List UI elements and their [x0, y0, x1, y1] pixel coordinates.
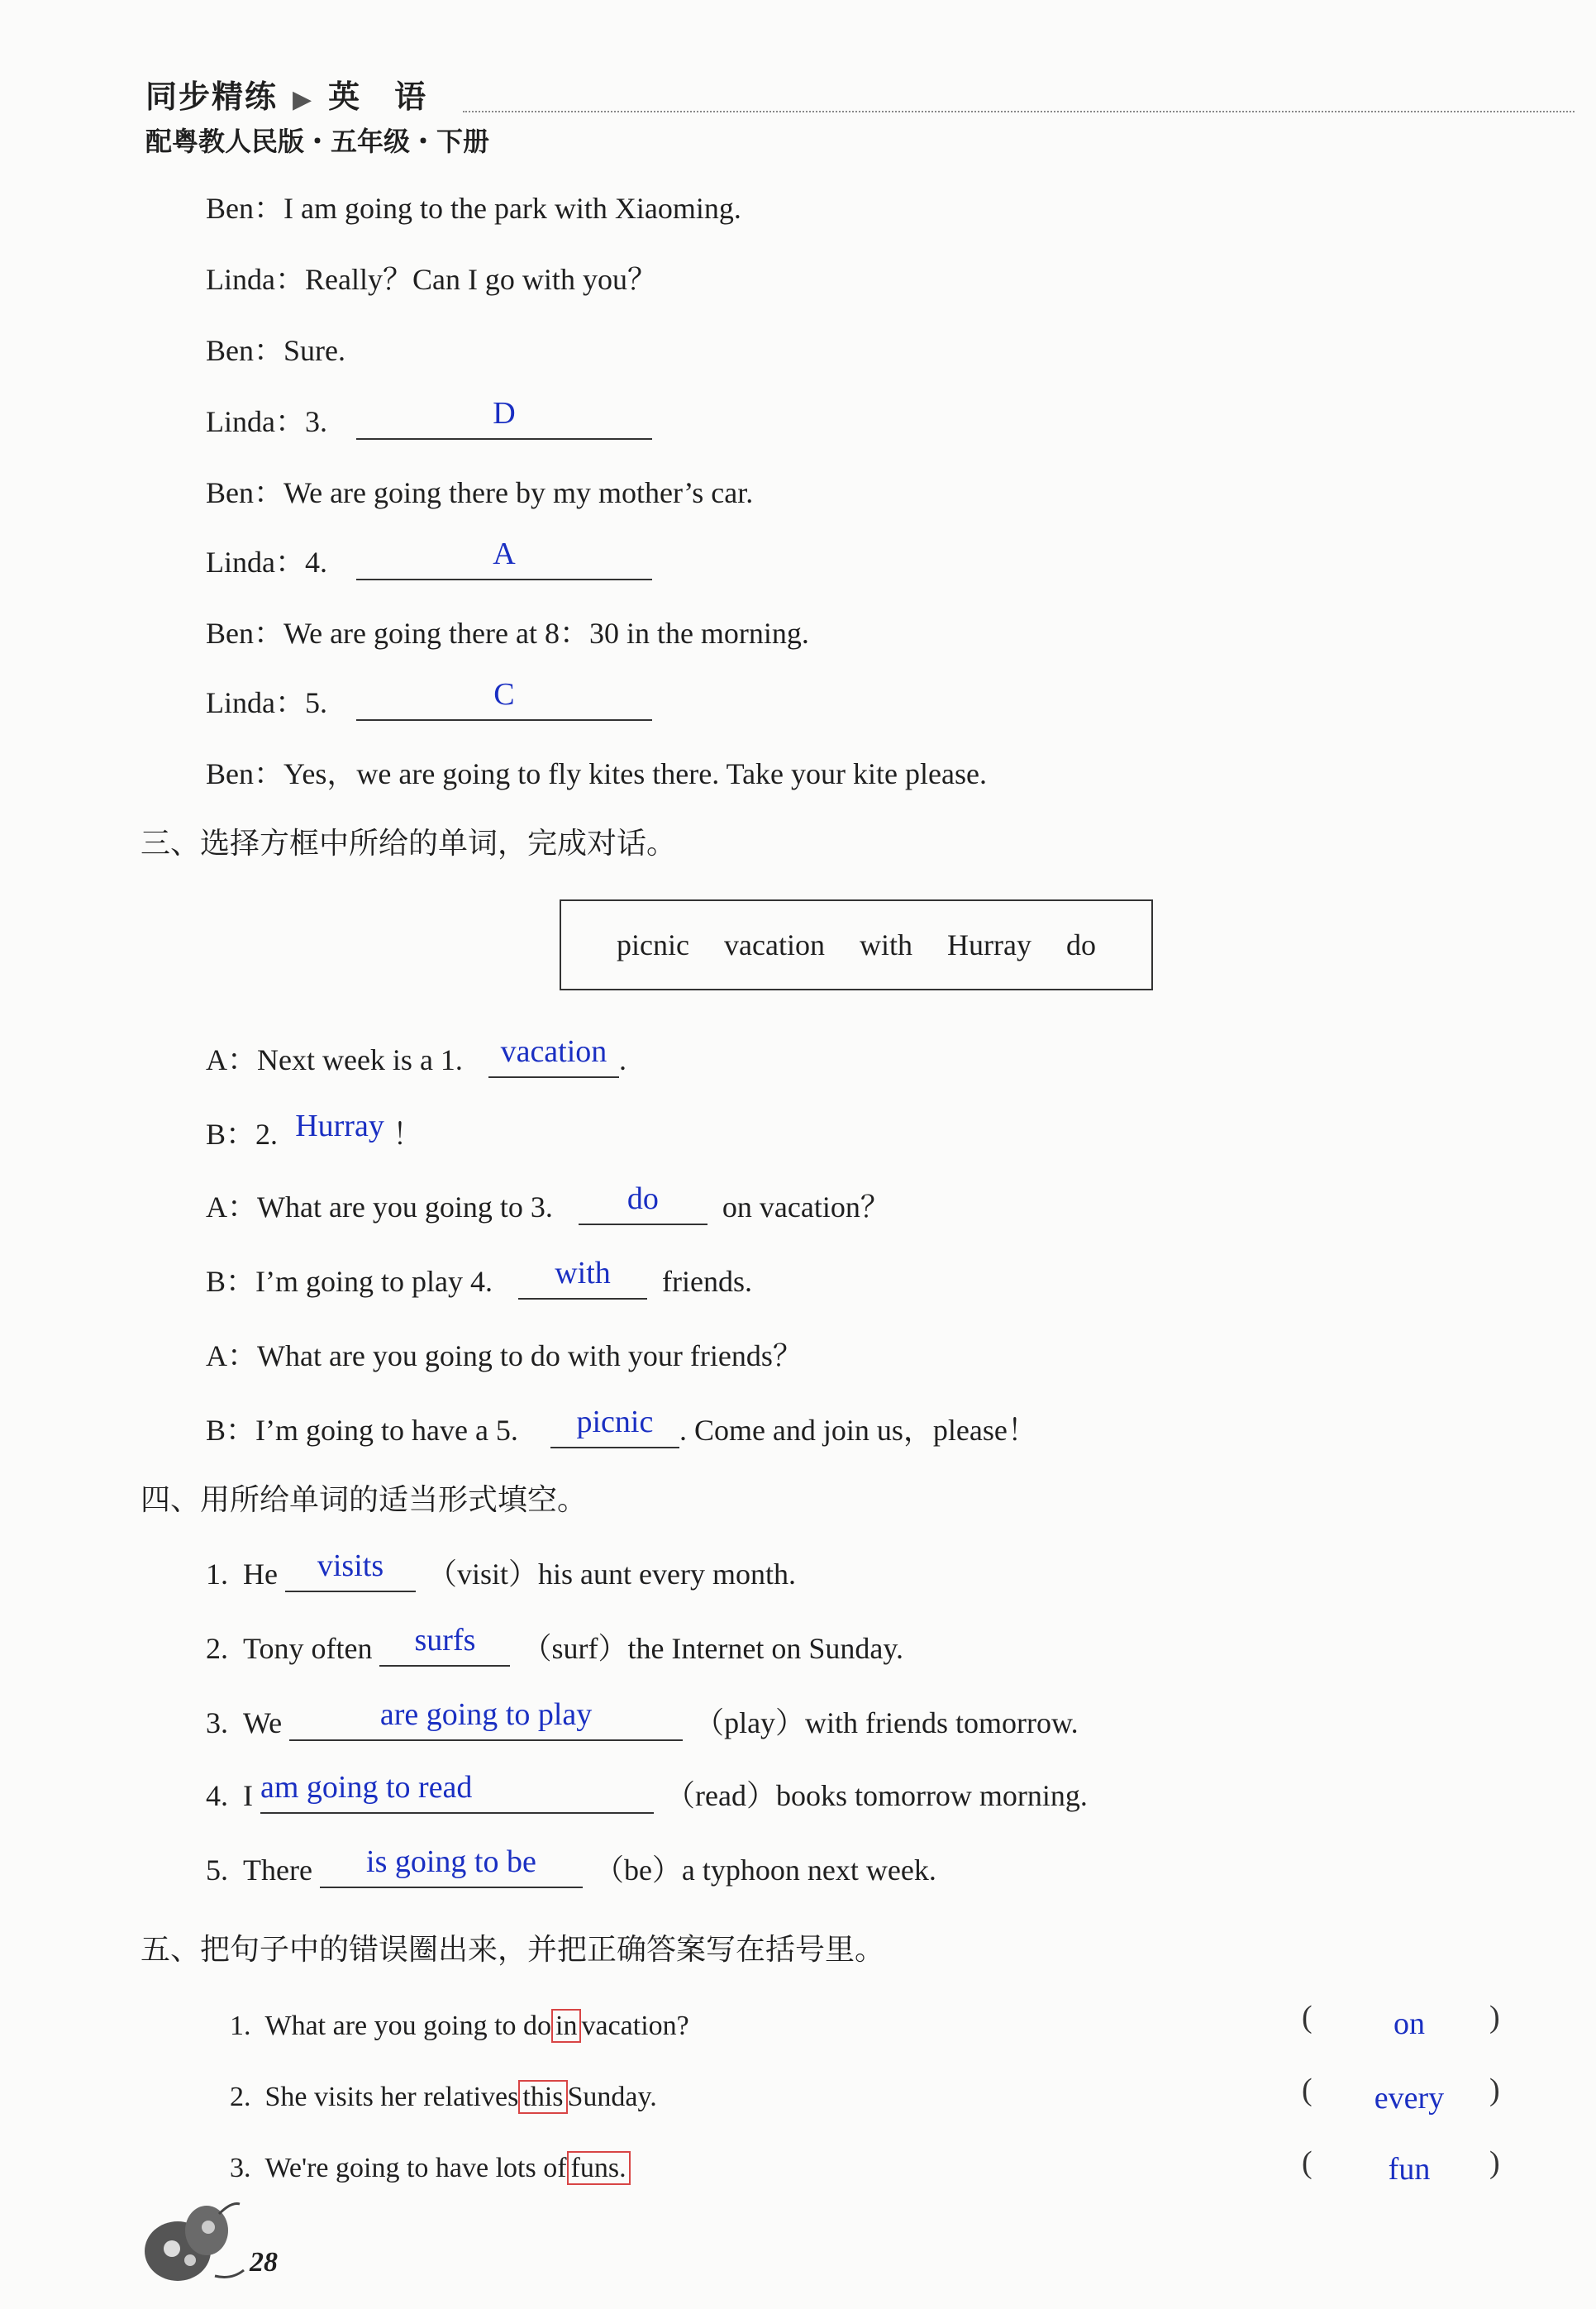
- answer-blank[interactable]: [356, 396, 652, 440]
- answer-blank[interactable]: [518, 1256, 647, 1300]
- item-number: 5.: [206, 1853, 228, 1887]
- item-text: （read）books tomorrow morning.: [665, 1779, 1088, 1812]
- s4-item-2: [206, 1625, 903, 1667]
- section3-title: 三、选择方框中所给的单词，完成对话。: [141, 827, 677, 861]
- s5-item-3: [230, 2153, 631, 2184]
- s3-line-4: [206, 1258, 752, 1300]
- circled-error[interactable]: in: [551, 2009, 581, 2043]
- s5-item-2: [230, 2082, 657, 2113]
- answer-blank[interactable]: [356, 537, 652, 580]
- header-divider: [463, 111, 1575, 112]
- s4-item-5: [206, 1844, 936, 1889]
- answer-text: D: [493, 396, 516, 431]
- dialogue-line-7: [206, 610, 809, 652]
- paren-close: ): [1489, 2145, 1500, 2180]
- dialogue-text: We are going there by my mother’s car.: [283, 476, 754, 509]
- item-text: （visit）his aunt every month.: [426, 1558, 796, 1591]
- edition-label: 配粤教人民版・五年级・下册: [145, 126, 490, 157]
- speaker: Linda：: [206, 405, 305, 438]
- s3-line-2: [206, 1111, 422, 1153]
- answer-blank[interactable]: [550, 1405, 679, 1448]
- answer-text: vacation: [500, 1034, 607, 1069]
- s3-line-3: [206, 1181, 890, 1226]
- line-text: What are you going to 3.: [257, 1190, 553, 1224]
- answer-text: am going to read: [260, 1770, 473, 1805]
- dialogue-line-8: [206, 677, 652, 722]
- line-text: .: [618, 1043, 626, 1076]
- speaker: A：: [206, 1339, 257, 1372]
- speaker: B：: [206, 1118, 256, 1151]
- speaker: Ben：: [206, 476, 283, 509]
- speaker: Ben：: [206, 334, 283, 367]
- item-text: （play）with friends tomorrow.: [694, 1706, 1079, 1739]
- line-text: I’m going to have a 5.: [255, 1414, 518, 1447]
- section4-title: 四、用所给单词的适当形式填空。: [141, 1483, 588, 1517]
- dialogue-line-6: [206, 539, 652, 581]
- dialogue-line-2: [206, 256, 657, 298]
- question-number: 3.: [304, 405, 327, 438]
- answer-text: A: [493, 537, 516, 571]
- word-bank-item: with: [859, 928, 912, 961]
- answer-blank[interactable]: [287, 1109, 393, 1151]
- answer-text: visits: [317, 1548, 384, 1583]
- s4-item-3: [206, 1697, 1079, 1742]
- dialogue-text: Sure.: [283, 334, 345, 367]
- item-number: 3.: [206, 1706, 228, 1739]
- answer-text: with: [555, 1256, 611, 1290]
- circled-error[interactable]: this: [518, 2080, 567, 2114]
- line-text: I’m going to play 4.: [255, 1265, 493, 1298]
- dialogue-line-9: [206, 751, 987, 793]
- s3-line-5: [206, 1333, 803, 1375]
- item-text: He: [243, 1558, 278, 1591]
- speaker: A：: [206, 1190, 257, 1224]
- answer-text: Hurray: [295, 1109, 384, 1143]
- item-text: There: [243, 1853, 312, 1887]
- answer-blank[interactable]: [379, 1623, 510, 1667]
- question-number: 4.: [304, 546, 327, 579]
- item-number: 4.: [206, 1779, 228, 1812]
- answer-text: are going to play: [379, 1697, 593, 1732]
- word-bank-item: vacation: [724, 928, 825, 961]
- s3-line-1: [206, 1034, 626, 1079]
- paren-close: ): [1489, 2000, 1500, 2035]
- item-text: What are you going to do: [264, 2011, 552, 2041]
- dialogue-text: We are going there at 8：30 in the morning.: [283, 617, 809, 650]
- speaker: A：: [206, 1043, 257, 1076]
- line-text: ！: [393, 1118, 423, 1151]
- item-text: vacation?: [581, 2011, 689, 2041]
- s4-item-4: [206, 1772, 1088, 1815]
- answer-text: C: [493, 677, 515, 712]
- answer-blank[interactable]: [320, 1844, 583, 1888]
- item-number: 2.: [230, 2082, 251, 2112]
- item-text: We're going to have lots of: [264, 2153, 567, 2183]
- speaker: Ben：: [206, 617, 283, 650]
- dialogue-line-3: [206, 327, 345, 370]
- item-number: 3.: [230, 2153, 251, 2183]
- paren-answer[interactable]: on: [1394, 2006, 1425, 2041]
- item-number: 1.: [206, 1558, 228, 1591]
- section5-title: 五、把句子中的错误圈出来，并把正确答案写在括号里。: [141, 1933, 885, 1967]
- question-number: 5.: [304, 686, 327, 719]
- speaker: B：: [206, 1265, 256, 1298]
- answer-text: surfs: [414, 1623, 476, 1658]
- answer-text: picnic: [576, 1405, 654, 1439]
- item-text: I: [243, 1779, 253, 1812]
- s3-line-6: [206, 1407, 1037, 1449]
- item-text: （surf）the Internet on Sunday.: [522, 1632, 904, 1665]
- item-text: We: [243, 1706, 283, 1739]
- answer-blank[interactable]: [579, 1181, 707, 1225]
- answer-text: is going to be: [366, 1844, 536, 1879]
- item-number: 1.: [230, 2011, 251, 2041]
- page-number: 28: [250, 2247, 278, 2278]
- word-bank-item: Hurray: [946, 928, 1031, 961]
- answer-blank[interactable]: [488, 1034, 619, 1078]
- paren-open: (: [1302, 2073, 1313, 2107]
- book-header: [145, 71, 427, 117]
- dialogue-line-5: [206, 470, 753, 512]
- word-bank-item: picnic: [617, 928, 690, 961]
- line-text: . Come and join us，please！: [679, 1414, 1037, 1447]
- line-text: on vacation？: [722, 1190, 890, 1224]
- answer-blank[interactable]: [260, 1770, 654, 1814]
- butterfly-decoration-icon: [141, 2197, 248, 2288]
- word-bank-item: do: [1065, 928, 1096, 961]
- paren-open: (: [1302, 2000, 1313, 2035]
- paren-open: (: [1302, 2145, 1313, 2180]
- speaker: Linda：: [206, 686, 305, 719]
- dialogue-text: Yes，we are going to fly kites there. Take your kite please.: [283, 757, 987, 790]
- dialogue-line-1: [206, 185, 741, 227]
- dialogue-line-4: [206, 398, 652, 441]
- subject-title: 英 语: [328, 79, 428, 115]
- line-text: 2.: [255, 1118, 279, 1151]
- s4-item-1: [206, 1548, 796, 1593]
- line-text: What are you going to do with your friends？: [257, 1339, 803, 1372]
- line-text: Next week is a 1.: [257, 1043, 463, 1076]
- speaker: B：: [206, 1414, 256, 1447]
- paren-answer[interactable]: every: [1374, 2081, 1445, 2116]
- answer-blank[interactable]: [289, 1697, 683, 1741]
- item-number: 2.: [206, 1632, 228, 1665]
- item-text: She visits her relatives: [264, 2082, 519, 2112]
- play-arrow-icon: ▶: [293, 85, 314, 114]
- dialogue-text: Really？Can I go with you？: [304, 263, 657, 296]
- circled-error[interactable]: funs.: [567, 2151, 631, 2185]
- answer-blank[interactable]: [356, 677, 652, 721]
- speaker: Linda：: [206, 546, 305, 579]
- item-text: Sunday.: [567, 2082, 657, 2112]
- speaker: Linda：: [206, 263, 305, 296]
- speaker: Ben：: [206, 192, 283, 225]
- word-bank-box: [560, 899, 1153, 990]
- speaker: Ben：: [206, 757, 283, 790]
- s5-item-1: [230, 2011, 689, 2042]
- answer-blank[interactable]: [285, 1548, 416, 1592]
- paren-answer[interactable]: fun: [1388, 2152, 1431, 2187]
- item-text: （be）a typhoon next week.: [593, 1853, 936, 1887]
- paren-close: ): [1489, 2073, 1500, 2107]
- dialogue-text: I am going to the park with Xiaoming.: [283, 192, 741, 225]
- line-text: friends.: [661, 1265, 752, 1298]
- answer-text: do: [626, 1181, 659, 1216]
- book-title: 同步精练: [145, 79, 279, 115]
- item-text: Tony often: [243, 1632, 373, 1665]
